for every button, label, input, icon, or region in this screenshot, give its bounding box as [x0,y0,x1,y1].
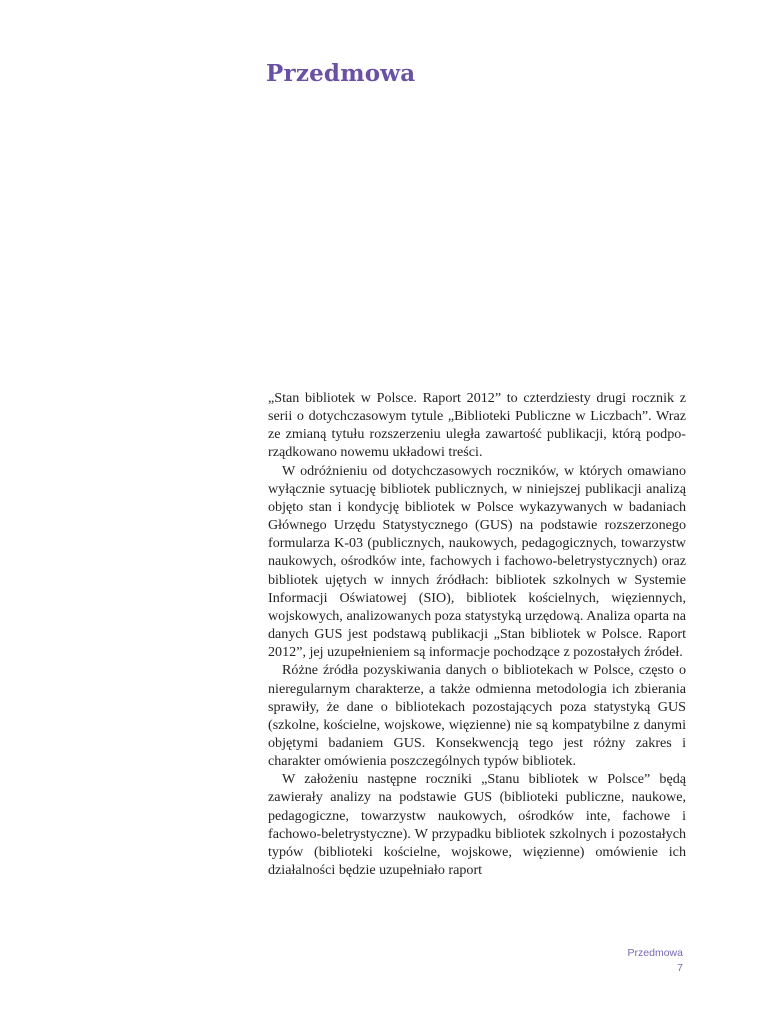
page-number: 7 [677,962,683,974]
paragraph-1: „Stan bibliotek w Polsce. Raport 2012” to czterdziesty drugi rocznik z serii o dotychczasowym tytule „Biblioteki Publiczne w Liczbach”. Wraz ze zmianą tytułu rozszerzeniu uległa zawartość publikacji, którą podporządkowano nowemu układowi treści. [268,390,686,461]
page-title: Przedmowa [266,60,416,87]
page-footer [628,946,683,976]
body-text [268,389,686,879]
paragraph-3: Różne źródła pozyskiwania danych o bibliotekach w Polsce, często o nieregularnym charakterze, a także odmienna metodologia ich zbierania sprawiły, że dane o bibliotekach pozostających poza statystyką GUS (szkolne, kościelne, wojskowe, więzienne) nie są kompatybilne z danymi objętymi badaniem GUS. Konsekwencją tego jest różny zakres i charakter omówienia poszczególnych typów bibliotek. [268,662,686,770]
paragraph-4: W założeniu następne roczniki „Stanu bibliotek w Polsce” będą zawierały analizy na podstawie GUS (biblioteki publiczne, naukowe, pedagogiczne, towarzystw naukowych, ośrodków inte, fachowe i fachowo-beletrystyczne). W przypadku bibliotek szkolnych i pozostałych typów (biblioteki kościelne, wojskowe, więzienne) omówienie ich działalności będzie uzupełniało raport [268,771,686,879]
paragraph-2: W odróżnieniu od dotychczasowych roczników, w których omawiano wyłącznie sytuację bibliotek publicznych, w niniejszej publikacji analizą objęto stan i kondycję bibliotek w Polsce wykazywanych w badaniach Głównego Urzędu Statystycznego (GUS) na podstawie rozszerzonego formularza K-03 (publicznych, naukowych, pedagogicznych, towarzystw naukowych, ośrodków inte, fachowych i fachowo-beletrystycznych) oraz bibliotek ujętych w innych źródłach: bibliotek szkolnych w Systemie Informacji Oświatowej (SIO), bibliotek kościelnych, więziennych, wojskowych, analizowanych poza statystyką urzędową. Analiza oparta na danych GUS jest podstawą publikacji „Stan bibliotek w Polsce. Raport 2012”, jej uzupełnieniem są informacje pochodzące z pozostałych źródeł. [268,462,686,661]
footer-section-label: Przedmowa [627,947,683,959]
